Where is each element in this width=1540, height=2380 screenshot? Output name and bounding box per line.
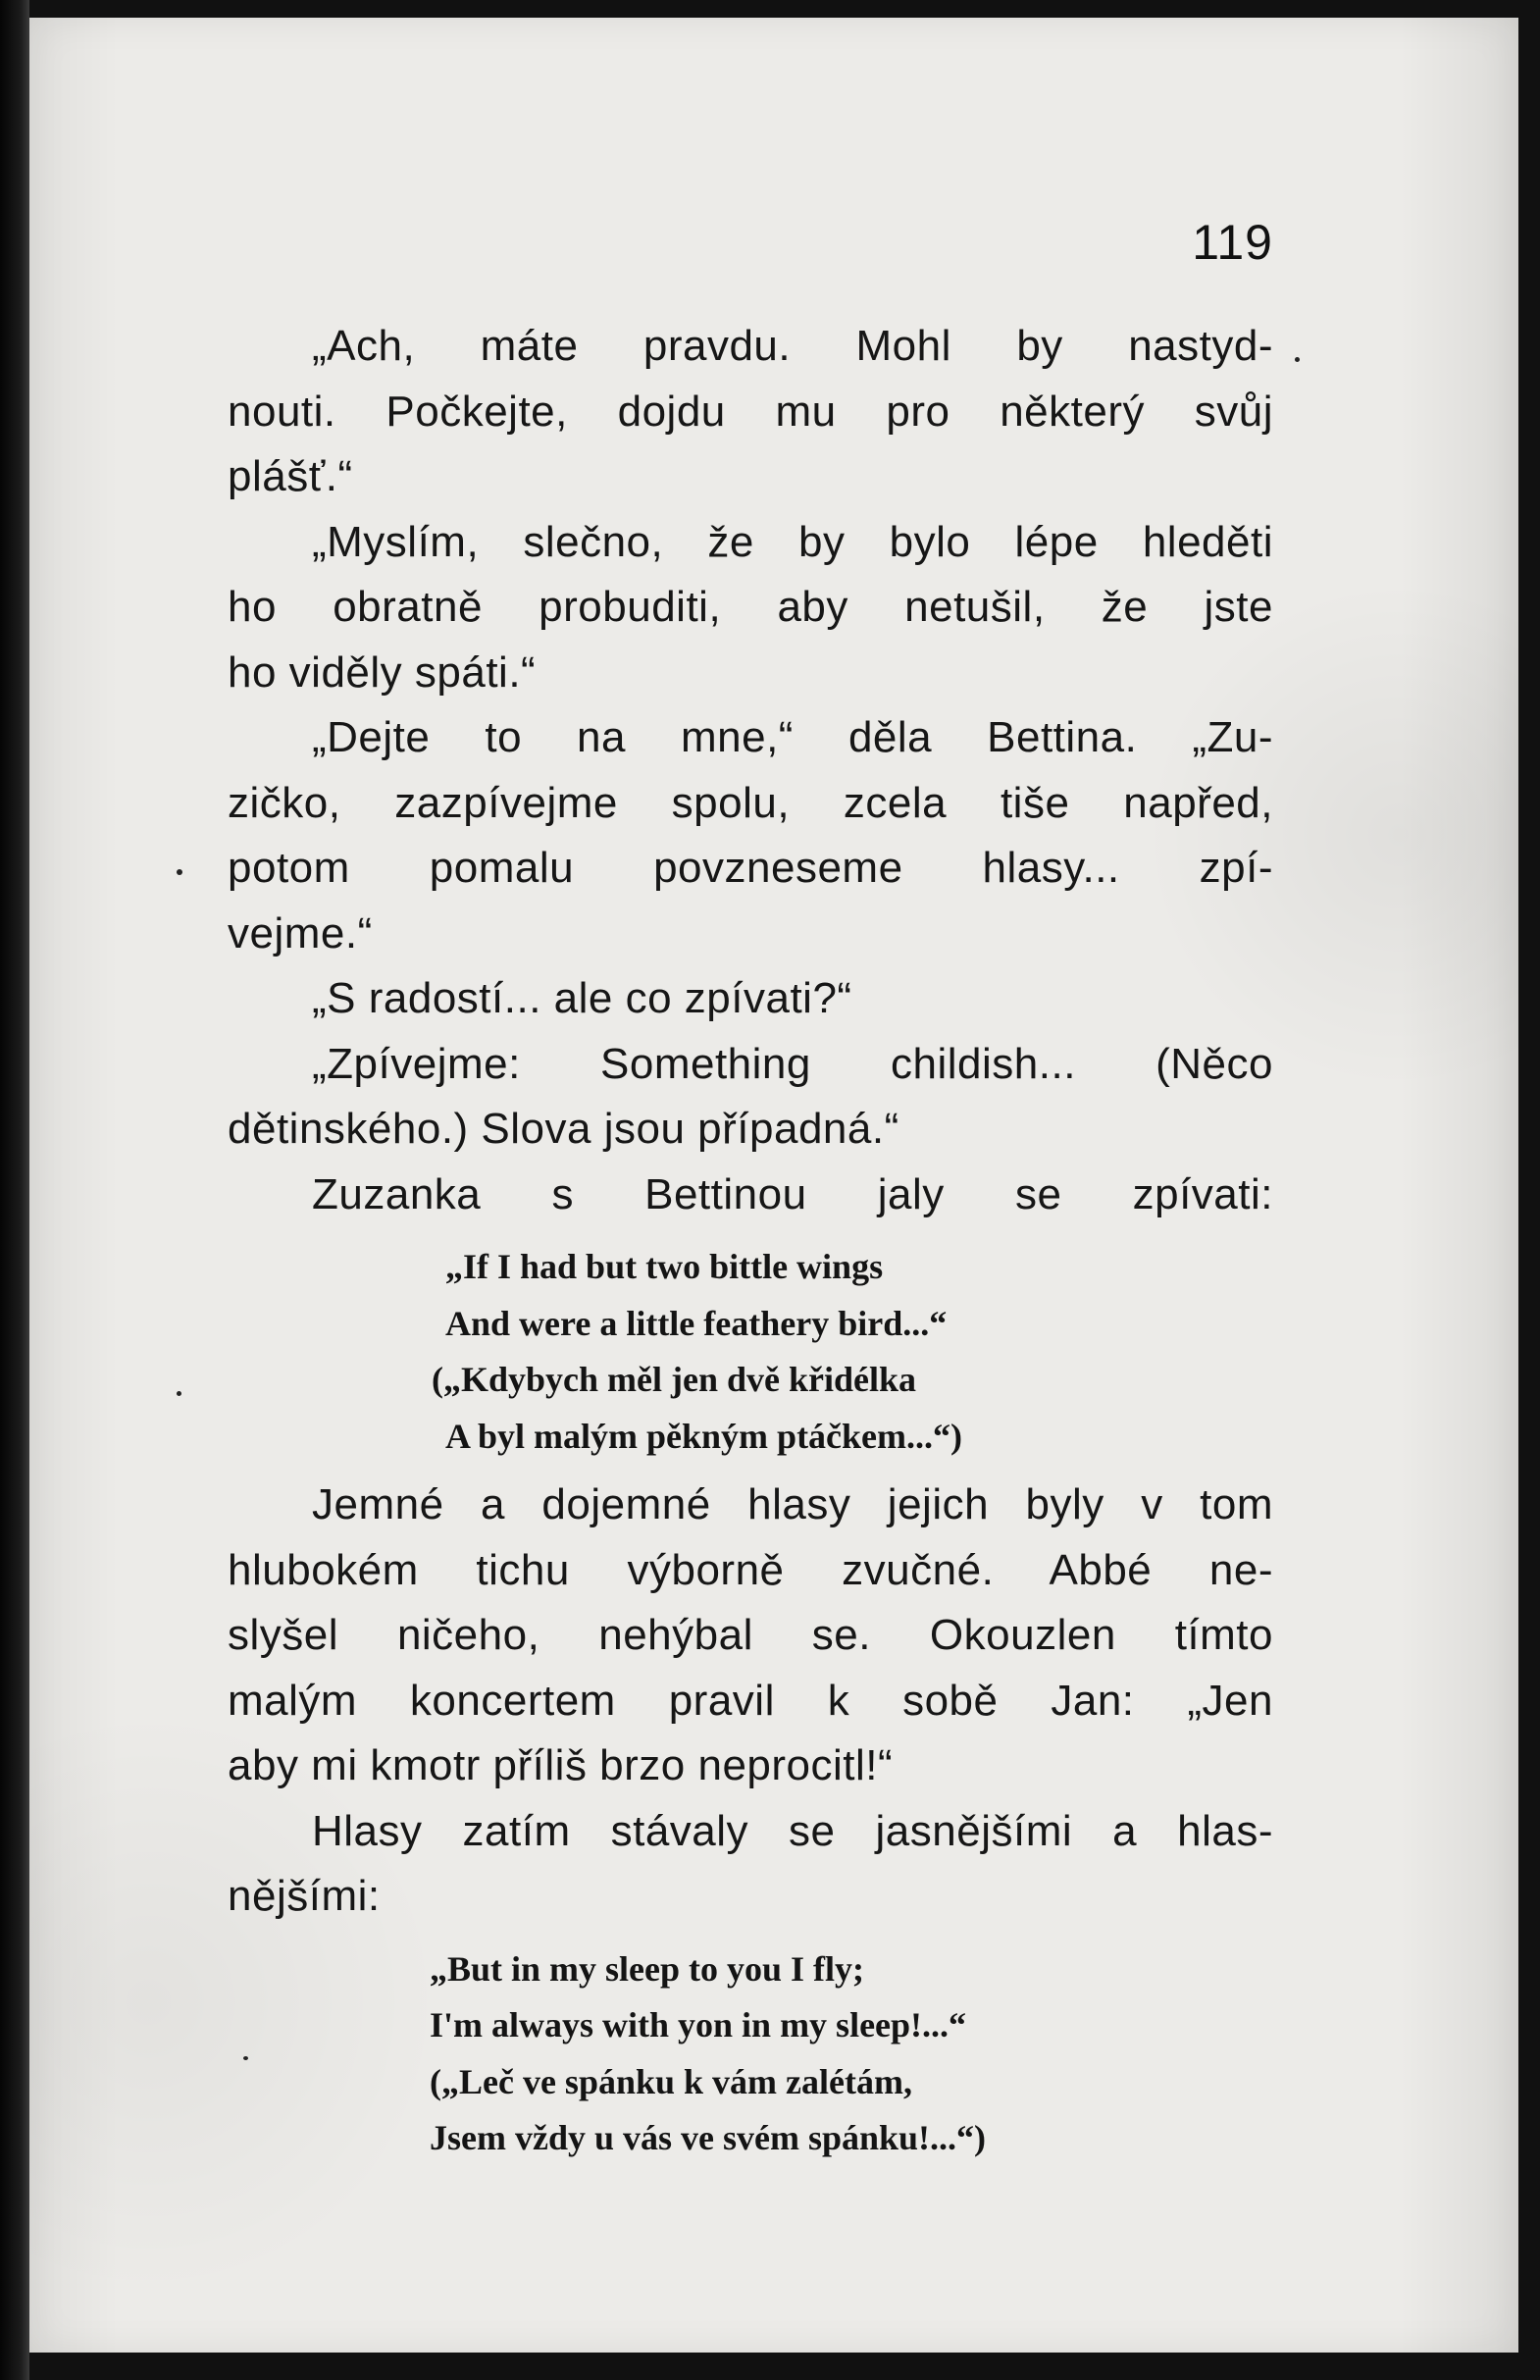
verse-line: „If I had but two bittle wings <box>445 1247 884 1286</box>
text-line: plášť.“ <box>228 452 353 500</box>
text-line: „S radostí... ale co zpívati?“ <box>312 974 852 1022</box>
text-line: slyšel ničeho, nehýbal se. Okouzlen tímto <box>228 1611 1273 1659</box>
paragraph <box>228 1032 1273 1163</box>
song-verse <box>228 1941 1273 2167</box>
text-line: hlubokém tichu výborně zvučné. Abbé ne- <box>228 1545 1273 1594</box>
verse-line: And were a little feathery bird...“ <box>445 1303 948 1343</box>
verse-line: A byl malým pěkným ptáčkem...“) <box>445 1416 963 1456</box>
paper-speck <box>1295 357 1300 362</box>
verse-line: „But in my sleep to you I fly; <box>430 1948 865 1989</box>
text-line: vejme.“ <box>228 908 373 957</box>
paragraph <box>228 1799 1273 1930</box>
text-line: „Zpívejme: Something childish... (Něco <box>312 1039 1273 1088</box>
verse-line: („Kdybych měl jen dvě křidélka <box>432 1360 917 1399</box>
text-line: dětinského.) Slova jsou případná.“ <box>228 1105 899 1153</box>
text-line: nouti. Počkejte, dojdu mu pro některý svůj <box>228 387 1273 436</box>
paragraph <box>228 510 1273 706</box>
book-gutter-shadow <box>0 0 29 2380</box>
text-line: Jemné a dojemné hlasy jejich byly v tom <box>312 1480 1273 1528</box>
verse-line: Jsem vždy u vás ve svém spánku!...“) <box>430 2118 987 2157</box>
text-line: zičko, zazpívejme spolu, zcela tiše napřed, <box>228 778 1273 827</box>
text-line: „Myslím, slečno, že by bylo lépe hleděti <box>312 517 1273 566</box>
text-line: „Ach, máte pravdu. Mohl by nastyd- <box>312 322 1273 370</box>
text-line: Zuzanka s Bettinou jaly se zpívati: <box>312 1169 1273 1218</box>
text-line: aby mi kmotr příliš brzo neprocitl!“ <box>228 1741 894 1789</box>
paragraph <box>228 1163 1273 1228</box>
text-line: malým koncertem pravil k sobě Jan: „Jen <box>228 1676 1273 1725</box>
paper-speck <box>177 869 182 875</box>
paragraph <box>228 1473 1273 1799</box>
song-verse <box>228 1239 1273 1465</box>
verse-line: I'm always with yon in my sleep!...“ <box>430 2005 967 2044</box>
paper-speck <box>177 1391 181 1396</box>
paragraph <box>228 966 1273 1032</box>
text-line: „Dejte to na mne,“ děla Bettina. „Zu- <box>312 713 1273 761</box>
verse-line: („Leč ve spánku k vám zalétám, <box>430 2061 912 2101</box>
paragraph <box>228 705 1273 966</box>
text-line: nějšími: <box>228 1872 381 1920</box>
paragraph <box>228 314 1273 510</box>
text-line: ho viděly spáti.“ <box>228 647 537 697</box>
page-number: 119 <box>1192 215 1273 270</box>
text-line: Hlasy zatím stávaly se jasnějšími a hlas- <box>312 1806 1273 1855</box>
text-line: potom pomalu povzneseme hlasy... zpí- <box>228 844 1273 892</box>
page-text <box>228 314 1273 2175</box>
text-line: ho obratně probuditi, aby netušil, že jste <box>228 583 1273 631</box>
